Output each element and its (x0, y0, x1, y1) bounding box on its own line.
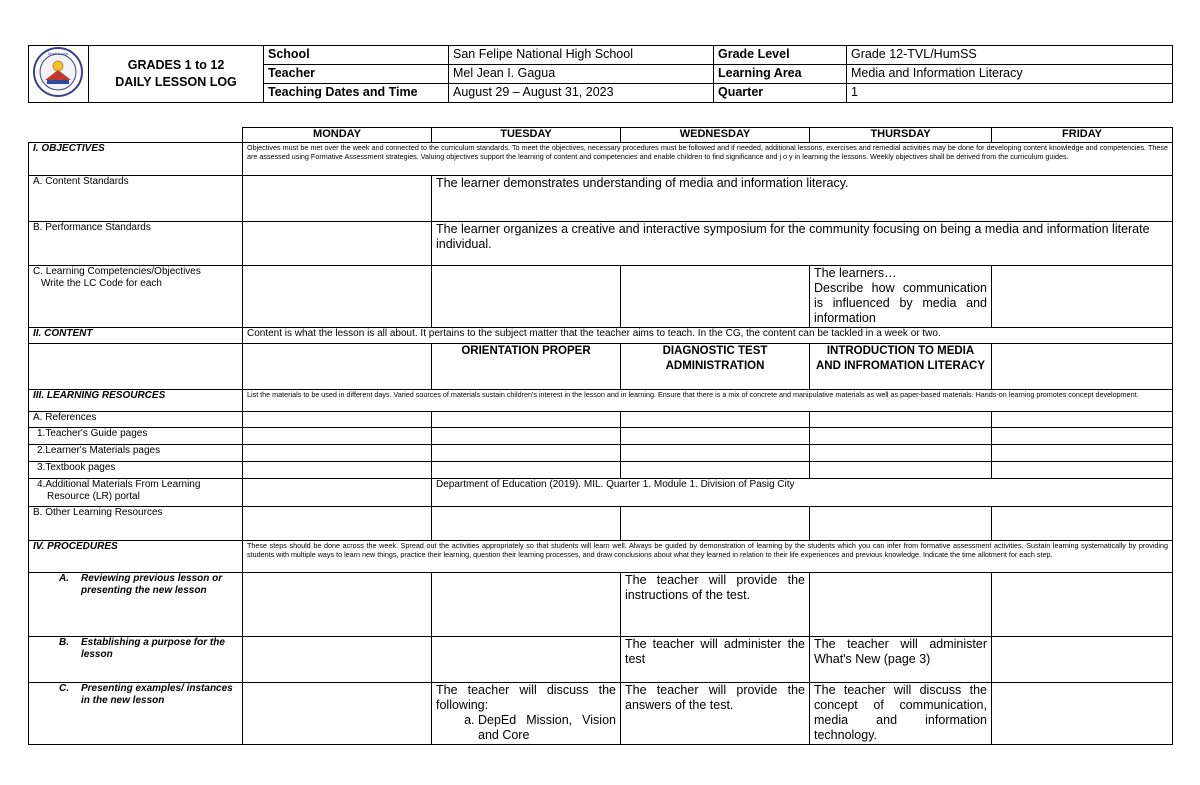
objectives-label: I. OBJECTIVES (29, 143, 243, 176)
content-note: Content is what the lesson is all about. It pertains to the subject matter that the teacher aims to teach. In the CG, the content can be tackled in a week or two. (243, 328, 1173, 344)
procedures-label: IV. PROCEDURES (29, 541, 243, 573)
additional-materials-line1: 4.Additional Materials From Learning (37, 479, 201, 490)
content-friday (992, 344, 1173, 390)
grade-level-value: Grade 12-TVL/HumSS (847, 46, 1173, 65)
day-thursday: THURSDAY (810, 128, 992, 143)
procedure-c-thursday: The teacher will discuss the concept of communication, media and information technology. (810, 683, 992, 745)
additional-materials-label (29, 479, 243, 507)
additional-materials-line2: Resource (LR) portal (47, 491, 140, 502)
objectives-note: Objectives must be met over the week and connected to the curriculum standards. To meet the objectives, necessary procedures must be followed and if needed, additional lessons, exercises and remedial activities may be done for developing content knowledge and competencies. These are assessed using Formative Assessment strategies. Valuing objectives support the learning of content and competencies and enable children to find significance and j o y in learning the lessons. Weekly objectives shall be derived from the curriculum guides. (243, 143, 1173, 176)
procedure-a-tuesday (432, 573, 621, 637)
content-monday (243, 344, 432, 390)
day-wednesday: WEDNESDAY (621, 128, 810, 143)
procedure-b-letter: B. (59, 637, 69, 648)
content-label: II. CONTENT (29, 328, 243, 344)
log-title (89, 46, 264, 103)
dates-label: Teaching Dates and Time (264, 84, 449, 103)
corner-cell (29, 128, 243, 143)
header-table (28, 45, 1173, 103)
procedure-c-tuesday-text: The teacher will discuss the following: (436, 683, 616, 712)
procedure-c-text: Presenting examples/ instances in the new lesson (81, 683, 233, 706)
teacher-label: Teacher (264, 65, 449, 84)
procedure-a-monday (243, 573, 432, 637)
content-thursday: INTRODUCTION TO MEDIA AND INFROMATION LITERACY (810, 344, 992, 390)
title-line-1: GRADES 1 to 12 (127, 58, 225, 72)
performance-standards-value: The learner organizes a creative and interactive symposium for the community focusing on being a media and information literate individual. (432, 222, 1173, 266)
learning-resources-label: III. LEARNING RESOURCES (29, 390, 243, 412)
procedure-a-letter: A. (59, 573, 69, 584)
lc-wednesday (621, 266, 810, 328)
lesson-log-table (28, 127, 1173, 745)
school-label: School (264, 46, 449, 65)
quarter-label: Quarter (714, 84, 847, 103)
content-wednesday: DIAGNOSTIC TEST ADMINISTRATION (621, 344, 810, 390)
teachers-guide-label: 1.Teacher's Guide pages (29, 428, 243, 445)
procedure-a-label (29, 573, 243, 637)
learners-materials-label: 2.Learner's Materials pages (29, 445, 243, 462)
procedure-c-friday (992, 683, 1173, 745)
learning-resources-note: List the materials to be used in different days. Varied sources of materials sustain children's interest in the lesson and in learning. Ensure that there is a mix of concrete and manipulative materials as well as paper-based materials. Hands-on learning promotes concept development. (243, 390, 1173, 412)
performance-standards-monday (243, 222, 432, 266)
procedure-b-thursday: The teacher will administer What's New (page 3) (810, 637, 992, 683)
content-topic-label (29, 344, 243, 390)
procedure-b-monday (243, 637, 432, 683)
references-label: A. References (29, 412, 243, 428)
performance-standards-label: B. Performance Standards (29, 222, 243, 266)
lc-label: C. Learning Competencies/Objectives (33, 266, 201, 277)
procedure-c-letter: C. (59, 683, 69, 694)
content-standards-label: A. Content Standards (29, 176, 243, 222)
procedures-note: These steps should be done across the week. Spread out the activities appropriately so that students will learn well. Always be guided by demonstration of learning by the students which you can infer from formative assessment activities. Sustain learning systematically by providing students with multiple ways to learn new things, practice their learning, question their learning processes, and draw conclusions about what they learned in relation to their life experiences and previous knowledge. Indicate the time allotment for each step. (243, 541, 1173, 573)
procedure-c-tuesday-item: a. DepEd Mission, Vision and Core (478, 713, 616, 743)
procedure-c-label (29, 683, 243, 745)
procedure-b-label (29, 637, 243, 683)
title-line-2: DAILY LESSON LOG (115, 75, 237, 89)
lc-thursday-line2: Describe how communication is influenced by media and information (814, 281, 987, 325)
procedure-b-friday (992, 637, 1173, 683)
procedure-c-monday (243, 683, 432, 745)
procedure-b-tuesday (432, 637, 621, 683)
learning-area-label: Learning Area (714, 65, 847, 84)
lc-thursday (810, 266, 992, 328)
logo-cell (29, 46, 89, 103)
lc-tuesday (432, 266, 621, 328)
lc-friday (992, 266, 1173, 328)
lc-thursday-line1: The learners… (814, 266, 897, 280)
day-friday: FRIDAY (992, 128, 1173, 143)
additional-materials-monday (243, 479, 432, 507)
days-row (29, 128, 1173, 143)
procedure-c-tuesday (432, 683, 621, 745)
procedure-a-wednesday: The teacher will provide the instructions of the test. (621, 573, 810, 637)
grade-level-label: Grade Level (714, 46, 847, 65)
school-value: San Felipe National High School (449, 46, 714, 65)
procedure-c-wednesday: The teacher will provide the answers of the test. (621, 683, 810, 745)
procedure-a-thursday (810, 573, 992, 637)
content-standards-value: The learner demonstrates understanding of media and information literacy. (432, 176, 1173, 222)
learning-competencies-label (29, 266, 243, 328)
procedure-a-friday (992, 573, 1173, 637)
teacher-value: Mel Jean I. Gagua (449, 65, 714, 84)
content-tuesday: ORIENTATION PROPER (432, 344, 621, 390)
procedure-a-text: Reviewing previous lesson or presenting the new lesson (81, 573, 223, 596)
dates-value: August 29 – August 31, 2023 (449, 84, 714, 103)
day-tuesday: TUESDAY (432, 128, 621, 143)
procedure-b-wednesday: The teacher will administer the test (621, 637, 810, 683)
textbook-pages-label: 3.Textbook pages (29, 462, 243, 479)
procedure-c-tuesday-list (436, 713, 616, 743)
lc-monday (243, 266, 432, 328)
additional-materials-value: Department of Education (2019). MIL. Quarter 1. Module 1. Division of Pasig City (432, 479, 1173, 507)
day-monday: MONDAY (243, 128, 432, 143)
svg-text:DepEd seal: DepEd seal (47, 51, 69, 56)
lc-sub-label: Write the LC Code for each (41, 278, 162, 289)
learning-area-value: Media and Information Literacy (847, 65, 1173, 84)
deped-seal-icon (29, 46, 87, 98)
procedure-b-text: Establishing a purpose for the lesson (81, 637, 225, 660)
quarter-value: 1 (847, 84, 1173, 103)
other-resources-label: B. Other Learning Resources (29, 507, 243, 541)
content-standards-monday (243, 176, 432, 222)
